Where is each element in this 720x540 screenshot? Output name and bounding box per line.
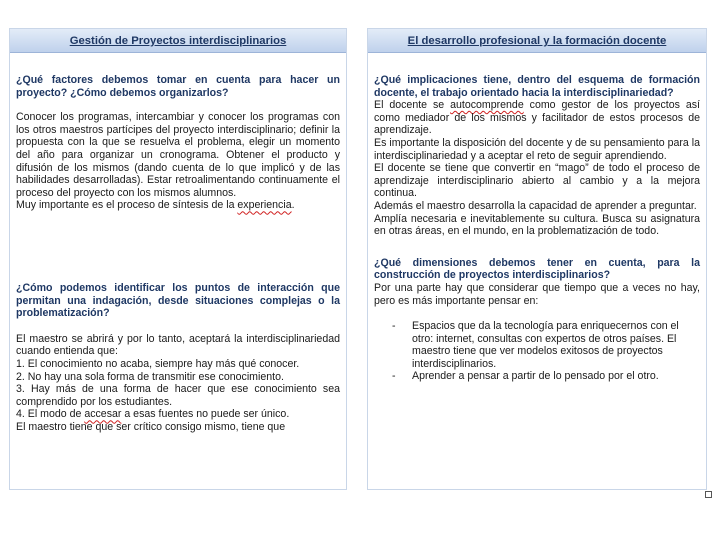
left-list-item-4 (16, 408, 340, 421)
left-column (9, 28, 347, 490)
left-question-2: ¿Cómo podemos identificar los puntos de interacción que permitan una indagación, desde situaciones complejas o la problematización? (16, 281, 340, 320)
left-list-item-1: 1. El conocimiento no acaba, siempre hay más qué conocer. (16, 357, 300, 370)
right-answer-2: Es importante la disposición del docente y de su pensamiento para la interdisciplinariedad y a aceptar el reto de seguir aprendiendo. (374, 136, 700, 162)
left-answer-1: Conocer los programas, intercambiar y conocer los programas con los otros maestros partícipes del proyecto interdisciplinario; definir la propuesta con la que se resuelva el problema, elegir un momento del año para organizar un cronograma. Obtener el producto y difusión de los mismos (dando cuenta de lo que implicó y de las habilidades desarrolladas). Estar retroalimentando continuamente el proceso del proyecto con los mismos alumnos. (16, 111, 340, 199)
left-list-item-2: 2. No hay una sola forma de transmitir ese conocimiento. (16, 370, 284, 383)
left-list-item-5: El maestro tiene que ser crítico consigo mismo, tiene que (16, 420, 286, 433)
right-answer-3: El docente se tiene que convertir en “mago” de todo el proceso de aprendizaje interdisciplinario abierto al cambio y a la mejora continua. (374, 162, 700, 200)
left-column-header: Gestión de Proyectos interdisciplinarios (10, 29, 346, 53)
left-answer-1-closing (16, 199, 340, 212)
right-question-1: ¿Qué implicaciones tiene, dentro del esquema de formación docente, el trabajo orientado hacia la interdisciplinariedad? (374, 74, 700, 99)
right-answer-1 (374, 99, 700, 137)
right-answer-4: Además el maestro desarrolla la capacidad de aprender a preguntar. (374, 199, 697, 212)
right-bullet-2: - Aprender a pensar a partir de lo pensado por el otro. (392, 370, 700, 383)
left-list-item-4-end: a esas fuentes no puede ser único. (121, 408, 290, 421)
right-answer-6: Por una parte hay que considerar que tiempo que a veces no hay, pero es más importante pensar en: (374, 281, 700, 307)
left-answer-2-intro: El maestro se abrirá y por lo tanto, aceptará la interdisciplinariedad cuando entienda que: (16, 332, 340, 358)
right-answer-5: Amplía necesaria e inevitablemente su cultura. Busca su asignatura en otras áreas, en el mundo, en la problematización de todo. (374, 212, 700, 238)
right-answer-1-text: El docente se (374, 99, 451, 112)
right-question-2: ¿Qué dimensiones debemos tener en cuenta, para la construcción de proyectos interdisciplinarios? (374, 256, 700, 282)
right-column-header: El desarrollo profesional y la formación docente (368, 29, 706, 53)
left-answer-1-closing-end: . (291, 199, 295, 212)
right-column-body (368, 74, 706, 383)
left-list-item-4-text: 4. El modo de (16, 408, 85, 421)
spellcheck-word: experiencia (237, 199, 292, 212)
resize-handle[interactable] (705, 491, 712, 498)
right-answer-1-rest: como gestor de los proyectos así como mediador de los mismos y facilitador de estos procesos de aprendizaje. (374, 99, 700, 137)
spellcheck-word: autocomprende (450, 99, 524, 112)
right-bullet-list (374, 320, 700, 383)
left-question-1: ¿Qué factores debemos tomar en cuenta para hacer un proyecto? ¿Cómo debemos organizarlos? (16, 74, 340, 99)
spellcheck-word: accesar (84, 408, 122, 421)
left-column-body (10, 74, 346, 433)
left-list-item-3: 3. Hay más de una forma de hacer que ese conocimiento sea comprendido por los estudiantes. (16, 383, 340, 408)
right-column (367, 28, 707, 490)
left-answer-1-closing-text: Muy importante es el proceso de síntesis de la (16, 199, 238, 212)
right-bullet-1: - Espacios que da la tecnología para enriquecernos con el otro: internet, consultas con expertos de otros países. El maestro tiene que ver modelos exitosos de proyectos interdisciplinarios. (392, 320, 700, 370)
